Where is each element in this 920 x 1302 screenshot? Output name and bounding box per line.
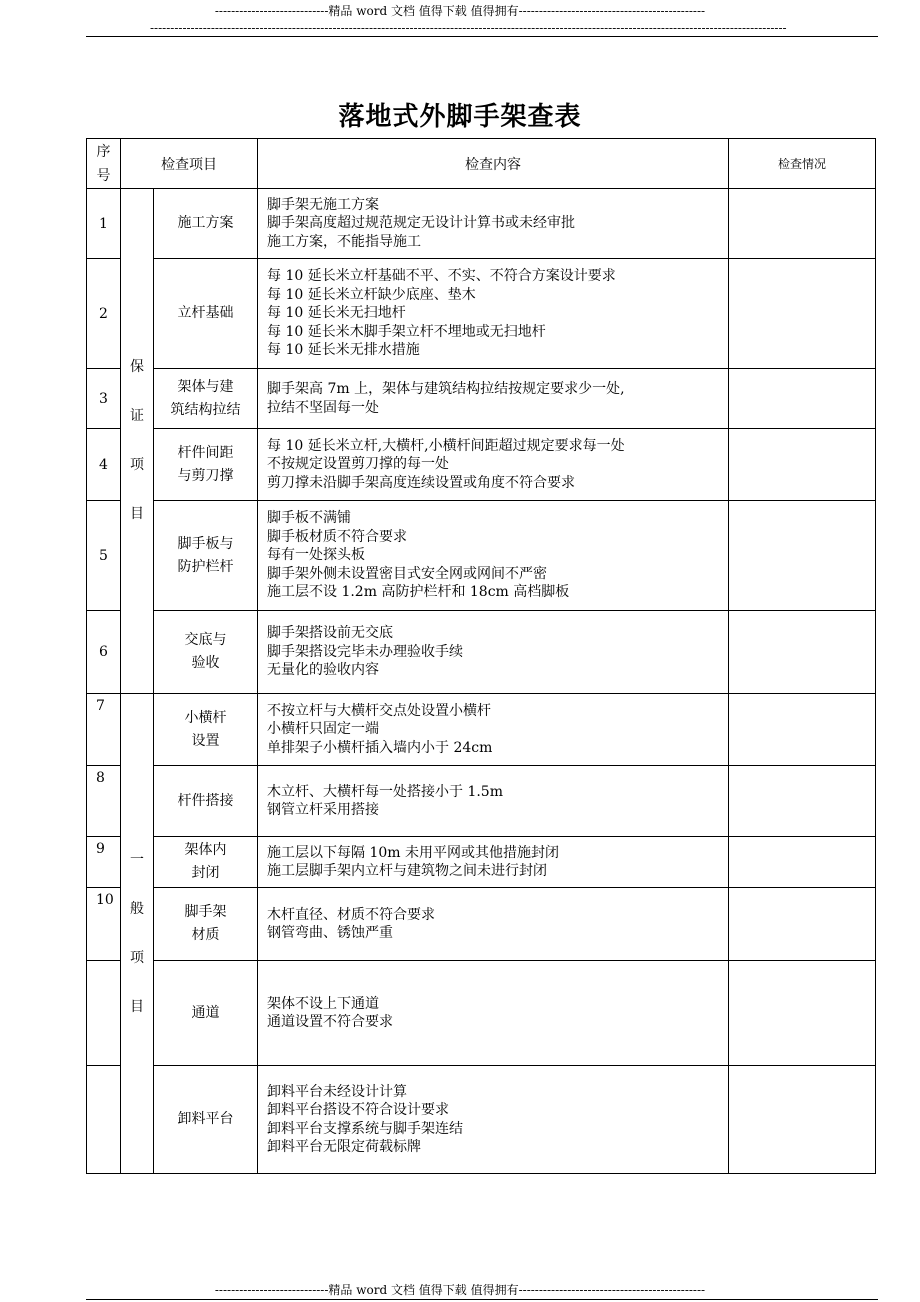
result-cell[interactable] (729, 259, 876, 369)
row-number (87, 1066, 121, 1174)
item-label: 交底与 (184, 632, 227, 648)
content-line: 通道设置不符合要求 (267, 1014, 393, 1030)
result-cell[interactable] (729, 766, 876, 837)
header-rule (86, 36, 878, 37)
row-number: 5 (87, 501, 121, 611)
content-cell (258, 259, 729, 369)
content-line: 脚手架外侧未设置密目式安全网或网间不严密 (267, 565, 547, 582)
table-row (87, 694, 876, 766)
content-cell (258, 1066, 729, 1174)
item-cell (154, 961, 258, 1066)
item-label: 脚手板与 (177, 535, 234, 552)
group-guarantee (121, 189, 154, 694)
item-label: 杆件搭接 (177, 792, 234, 809)
row-number: 8 (87, 766, 121, 837)
item-cell (154, 259, 258, 369)
group-char: 项 (130, 949, 144, 966)
content-line: 不按规定设置剪刀撑的每一处 (267, 456, 449, 473)
header-item: 检查项目 (121, 139, 258, 189)
row-number (87, 961, 121, 1066)
item-cell (154, 189, 258, 259)
item-label: 防护栏杆 (177, 558, 234, 575)
item-label: 架体内 (184, 842, 227, 858)
content-cell (258, 369, 729, 429)
item-label: 脚手架 (184, 904, 227, 920)
row-number: 1 (87, 189, 121, 259)
header-content: 检查内容 (258, 139, 729, 189)
content-line: 每 10 延长米立杆,大横杆,小横杆间距超过规定要求每一处 (267, 437, 625, 454)
content-cell (258, 888, 729, 961)
item-label: 立杆基础 (177, 305, 234, 321)
header-banner: ----------------------------精品 word 文档 值得下载 值得拥有---------------------------------------------- (214, 4, 706, 18)
row-number: 2 (87, 259, 121, 369)
item-cell (154, 611, 258, 694)
content-line: 剪刀撑未沿脚手架高度连续设置或角度不符合要求 (267, 474, 575, 491)
content-cell (258, 611, 729, 694)
content-line: 卸料平台支撑系统与脚手架连结 (267, 1120, 463, 1137)
item-label: 设置 (191, 732, 220, 749)
item-label: 通道 (191, 1004, 220, 1021)
content-line: 施工层脚手架内立杆与建筑物之间未进行封闭 (267, 863, 547, 879)
content-line: 钢管弯曲、锈蚀严重 (267, 925, 393, 941)
item-cell (154, 766, 258, 837)
content-line: 木杆直径、材质不符合要求 (267, 906, 435, 923)
content-line: 脚手架高度超过规范规定无设计计算书或未经审批 (267, 215, 575, 232)
content-line: 小横杆只固定一端 (267, 721, 379, 738)
row-number: 3 (87, 369, 121, 429)
item-label: 小横杆 (184, 709, 227, 726)
table-row (87, 189, 876, 259)
table-row (87, 888, 876, 961)
footer-banner: ----------------------------精品 word 文档 值得下载 值得拥有---------------------------------------------- (214, 1283, 706, 1297)
result-cell[interactable] (729, 369, 876, 429)
content-cell (258, 429, 729, 501)
item-cell (154, 429, 258, 501)
row-number: 10 (87, 888, 121, 961)
result-cell[interactable] (729, 837, 876, 888)
item-cell (154, 369, 258, 429)
content-line: 卸料平台搭设不符合设计要求 (267, 1102, 449, 1118)
content-line: 施工层以下每隔 10m 未用平网或其他措施封闭 (267, 844, 559, 861)
item-label: 封闭 (191, 865, 220, 881)
content-cell (258, 837, 729, 888)
content-line: 脚手架高 7m 上，架体与建筑结构拉结按规定要求少一处, (267, 381, 625, 397)
result-cell[interactable] (729, 888, 876, 961)
result-cell[interactable] (729, 961, 876, 1066)
group-char: 保 (130, 359, 144, 375)
header-seq-line2: 号 (96, 167, 111, 184)
content-line: 卸料平台无限定荷载标牌 (267, 1139, 421, 1155)
item-cell (154, 1066, 258, 1174)
content-line: 施工层不设 1.2m 高防护栏杆和 18cm 高档脚板 (267, 584, 570, 601)
content-cell (258, 961, 729, 1066)
item-label: 架体与建 (177, 378, 234, 395)
table-row (87, 611, 876, 694)
item-label: 施工方案 (177, 215, 234, 231)
content-line: 每 10 延长米无排水措施 (267, 342, 420, 359)
item-label: 材质 (191, 927, 220, 943)
content-line: 不按立杆与大横杆交点处设置小横杆 (267, 702, 491, 719)
content-line: 每 10 延长米无扫地杆 (267, 305, 406, 322)
footer-rule (86, 1299, 878, 1300)
table-row (87, 837, 876, 888)
content-line: 脚手板不满铺 (267, 510, 351, 527)
result-cell[interactable] (729, 1066, 876, 1174)
group-char: 一 (130, 851, 144, 868)
table-row (87, 369, 876, 429)
content-line: 每有一处探头板 (267, 547, 365, 564)
item-cell (154, 837, 258, 888)
content-cell (258, 501, 729, 611)
content-line: 每 10 延长米木脚手架立杆不埋地或无扫地杆 (267, 323, 546, 340)
result-cell[interactable] (729, 611, 876, 694)
content-line: 脚手板材质不符合要求 (267, 528, 407, 545)
content-line: 钢管立杆采用搭接 (267, 802, 379, 818)
content-line: 无量化的验收内容 (267, 662, 379, 679)
result-cell[interactable] (729, 189, 876, 259)
row-number: 7 (87, 694, 121, 766)
table-row (87, 1066, 876, 1174)
inspection-table (86, 138, 876, 1174)
group-char: 目 (130, 506, 144, 522)
item-label: 卸料平台 (177, 1111, 234, 1127)
item-label: 与剪刀撑 (177, 467, 234, 484)
result-cell[interactable] (729, 694, 876, 766)
content-line: 架体不设上下通道 (267, 995, 379, 1012)
content-line: 脚手架搭设前无交底 (267, 625, 393, 642)
content-line: 施工方案，不能指导施工 (267, 233, 421, 250)
table-row (87, 259, 876, 369)
content-cell (258, 694, 729, 766)
item-label: 杆件间距 (177, 444, 234, 461)
header-result: 检查情况 (729, 139, 876, 189)
item-cell (154, 501, 258, 611)
content-cell (258, 189, 729, 259)
content-line: 脚手架搭设完毕未办理验收手续 (267, 643, 463, 660)
group-char: 目 (130, 998, 144, 1015)
item-label: 筑结构拉结 (170, 401, 241, 418)
group-char: 证 (130, 408, 144, 424)
content-line: 每 10 延长米立杆缺少底座、垫木 (267, 286, 476, 303)
result-cell[interactable] (729, 501, 876, 611)
content-line: 每 10 延长米立杆基础不平、不实、不符合方案设计要求 (267, 268, 616, 285)
group-general (121, 694, 154, 1174)
table-row (87, 961, 876, 1066)
result-cell[interactable] (729, 429, 876, 501)
group-char: 项 (130, 457, 144, 473)
content-line: 木立杆、大横杆每一处搭接小于 1.5m (267, 783, 503, 800)
header-dash-line: ------------------------------------------------------------------------------------------------------------------------------------------------------------- (150, 21, 787, 35)
content-cell (258, 766, 729, 837)
group-char: 般 (130, 900, 144, 917)
content-line: 单排架子小横杆插入墙内小于 24cm (267, 739, 493, 756)
header-seq-line1: 序 (96, 143, 111, 160)
item-cell (154, 694, 258, 766)
content-line: 脚手架无施工方案 (267, 196, 379, 213)
item-label: 验收 (191, 655, 220, 671)
table-row (87, 429, 876, 501)
page-title: 落地式外脚手架查表 (338, 102, 582, 132)
content-line: 拉结不坚固每一处 (267, 399, 379, 416)
header-seq (87, 139, 121, 189)
content-line: 卸料平台未经设计计算 (267, 1083, 407, 1100)
table-row (87, 501, 876, 611)
table-header-row (87, 139, 876, 189)
row-number: 6 (87, 611, 121, 694)
item-cell (154, 888, 258, 961)
table-row (87, 766, 876, 837)
row-number: 9 (87, 837, 121, 888)
row-number: 4 (87, 429, 121, 501)
